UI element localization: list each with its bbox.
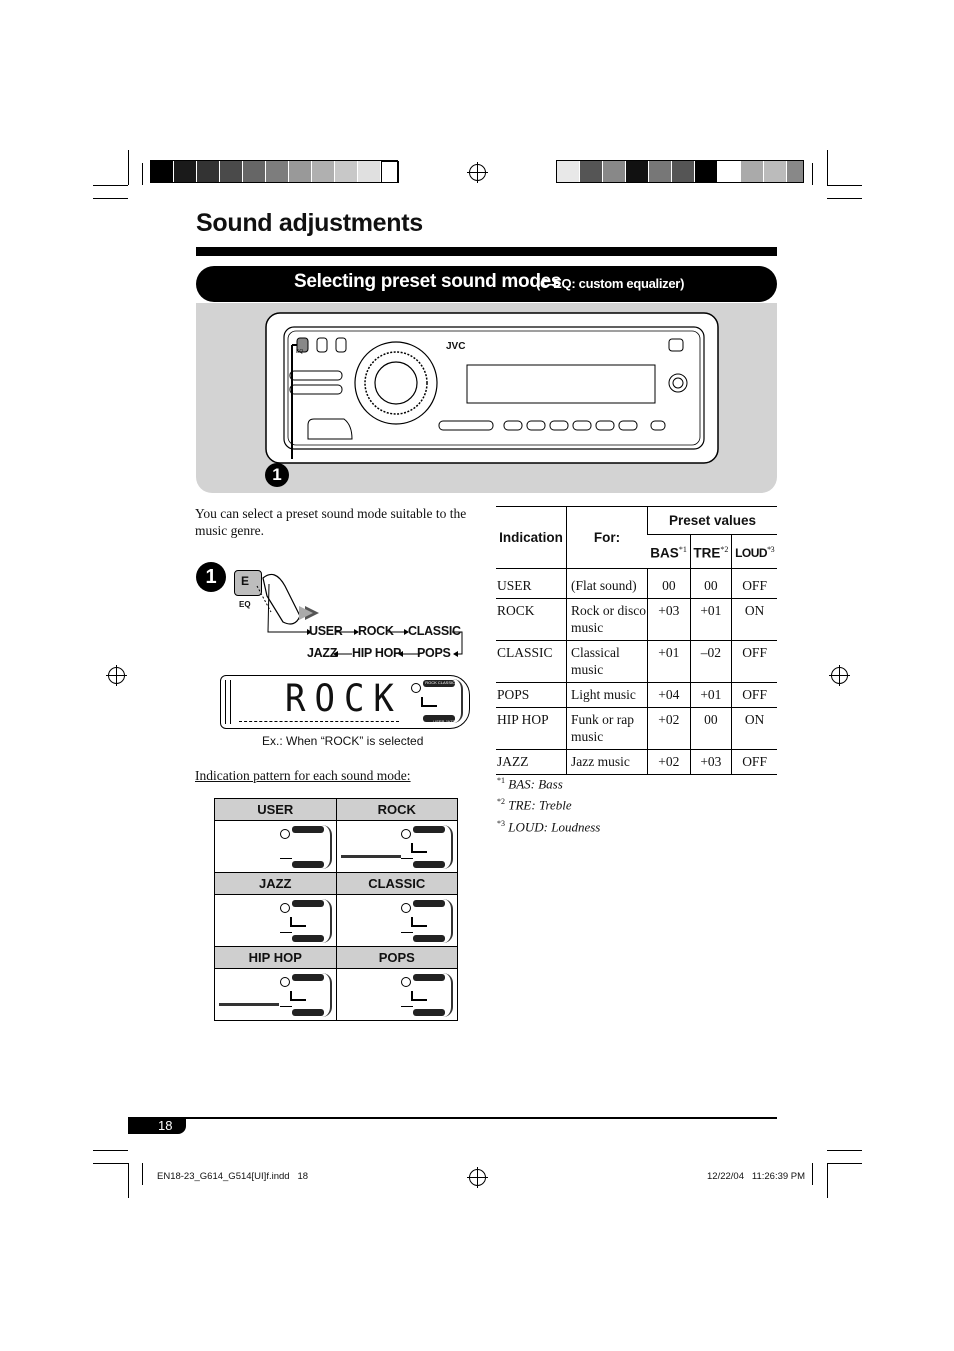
row-bas: +04	[648, 683, 691, 708]
footer-file-info: EN18-23_G614_G514[UI]f.indd 18	[157, 1171, 309, 1182]
diagram-brand-label: JVC	[446, 341, 466, 352]
step-number: 1	[205, 566, 217, 588]
table-row	[496, 750, 777, 775]
section-heading: Selecting preset sound modes	[294, 271, 562, 292]
row-for: Rock or disco music	[567, 599, 648, 641]
mode-pattern-user	[215, 821, 337, 873]
registration-mark-left	[108, 667, 125, 684]
header-for: For:	[567, 507, 648, 569]
mode-label-jazz: JAZZ	[215, 873, 337, 894]
registration-mark-right	[831, 667, 848, 684]
page-number: 18	[158, 1118, 173, 1133]
registration-mark-bottom	[469, 1169, 486, 1186]
section-subheading: (C-EQ: custom equalizer)	[536, 276, 685, 291]
header-indication: Indication	[496, 507, 567, 569]
mode-cycle-diagram	[290, 622, 470, 664]
footer-rule	[128, 1117, 777, 1119]
device-diagram-panel	[196, 303, 777, 493]
table-row	[496, 599, 777, 641]
diagram-eq-label: EQ	[296, 349, 304, 355]
header-preset-values: Preset values	[648, 507, 778, 535]
row-indication: POPS	[496, 683, 567, 708]
mode-label-rock: ROCK	[377, 802, 416, 817]
row-tre: 00	[690, 708, 732, 750]
footnote-tre: $^{*2}$ TRE: Treble	[497, 797, 572, 813]
row-loud: OFF	[732, 750, 777, 775]
page-number-tab	[128, 1118, 186, 1134]
section-banner	[196, 266, 777, 302]
mode-label-pops: POPS	[378, 950, 415, 965]
title-rule	[196, 247, 777, 256]
row-tre: +01	[690, 683, 732, 708]
footnote-bas: $^{*1}$ BAS: Bass	[497, 776, 563, 792]
row-indication: USER	[496, 569, 567, 599]
table-row	[496, 708, 777, 750]
lcd-badge-top: ROCK CLASSIC	[425, 680, 455, 685]
cycle-user: USER	[309, 624, 343, 638]
diagram-step-marker: 1	[272, 465, 282, 484]
header-bas: BAS$^{*1}$	[648, 535, 691, 569]
row-for: Jazz music	[567, 750, 648, 775]
row-indication: ROCK	[496, 599, 567, 641]
mode-label-user: USER	[215, 799, 337, 820]
row-loud: OFF	[732, 569, 777, 599]
row-tre: –02	[690, 641, 732, 683]
cycle-pops: POPS	[417, 646, 451, 660]
lcd-badge-bottom: USER JAZZ	[433, 719, 455, 724]
row-tre: 00	[690, 569, 732, 599]
cycle-hiphop: HIP HOP	[352, 646, 402, 660]
table-row	[496, 569, 777, 599]
row-tre: +01	[690, 599, 732, 641]
row-bas: +03	[648, 599, 691, 641]
mode-label-hiphop: HIP HOP	[215, 947, 337, 968]
header-loud: LOUD$^{*3}$	[732, 535, 777, 569]
preset-values-table	[496, 506, 777, 775]
mode-label-classic: CLASSIC	[368, 876, 426, 891]
mode-header-row-3	[215, 947, 457, 969]
row-bas: +02	[648, 750, 691, 775]
mode-header-row-2	[215, 873, 457, 895]
row-indication: CLASSIC	[496, 641, 567, 683]
eq-key-letter: E	[241, 574, 250, 588]
intro-text: You can select a preset sound mode suitable to the music genre.	[195, 506, 467, 538]
row-bas: +02	[648, 708, 691, 750]
header-tre: TRE$^{*2}$	[690, 535, 732, 569]
footnote-loud: $^{*3}$ LOUD: Loudness	[497, 818, 601, 834]
row-for: Funk or rap music	[567, 708, 648, 750]
mode-pattern-hiphop	[215, 969, 337, 1020]
row-loud: ON	[732, 599, 777, 641]
eq-key-label: EQ	[239, 600, 251, 609]
display-caption: Ex.: When “ROCK” is selected	[262, 734, 424, 748]
row-for: (Flat sound)	[567, 569, 648, 599]
row-bas: +01	[648, 641, 691, 683]
indication-pattern-grid	[214, 798, 458, 1021]
page-title: Sound adjustments	[196, 209, 423, 237]
cycle-classic: CLASSIC	[408, 624, 461, 638]
table-row	[496, 683, 777, 708]
row-indication: HIP HOP	[496, 708, 567, 750]
row-loud: OFF	[732, 683, 777, 708]
mode-pattern-classic	[337, 895, 458, 947]
table-row	[496, 641, 777, 683]
row-bas: 00	[648, 569, 691, 599]
row-for: Light music	[567, 683, 648, 708]
indication-title: Indication pattern for each sound mode:	[195, 768, 411, 783]
mode-pattern-pops	[337, 969, 458, 1020]
cycle-jazz: JAZZ	[307, 646, 338, 660]
registration-mark-top	[469, 164, 486, 181]
row-loud: ON	[732, 708, 777, 750]
step-number-badge	[196, 562, 226, 592]
row-indication: JAZZ	[496, 750, 567, 775]
mode-header-row-1	[215, 799, 457, 821]
footnotes	[497, 772, 600, 836]
footer-timestamp: 12/22/04 11:26:39 PM	[707, 1171, 806, 1182]
row-loud: OFF	[732, 641, 777, 683]
row-tre: +03	[690, 750, 732, 775]
lcd-display-example	[220, 675, 470, 729]
mode-pattern-rock	[337, 821, 458, 873]
row-for: Classical music	[567, 641, 648, 683]
lcd-display-text: ROCK	[285, 677, 403, 721]
cycle-rock: ROCK	[358, 624, 394, 638]
lcd-eq-indicator	[411, 679, 463, 723]
mode-pattern-jazz	[215, 895, 337, 947]
